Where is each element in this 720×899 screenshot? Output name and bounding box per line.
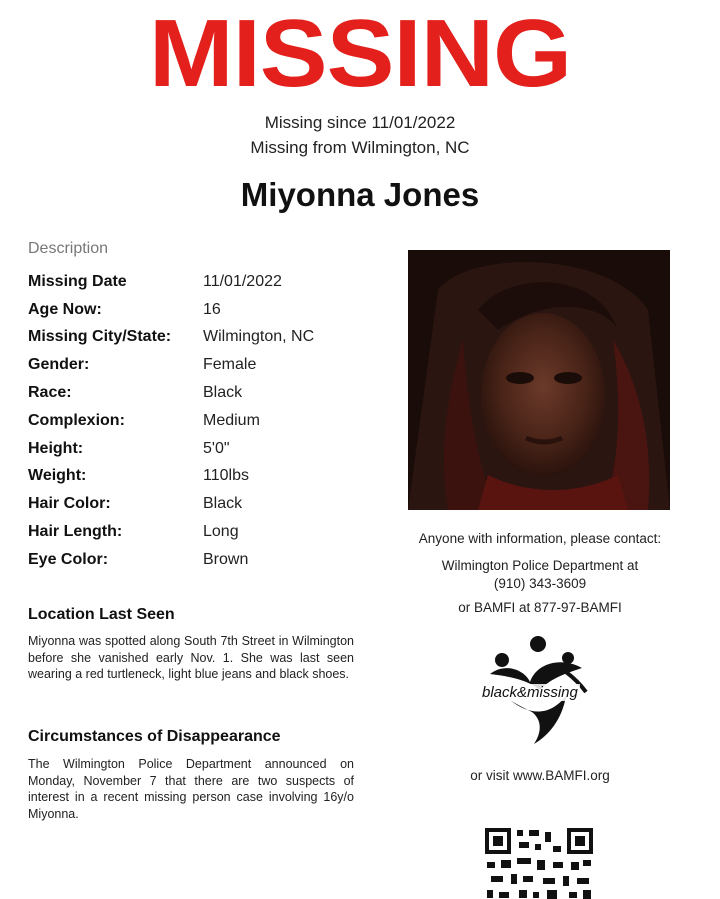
description-title: Description [28, 240, 109, 257]
qr-code-icon [483, 826, 595, 899]
detail-row [28, 463, 388, 491]
missing-since: Missing since 11/01/2022 [264, 113, 456, 132]
detail-value: Female [203, 356, 257, 374]
detail-label: Gender: [28, 356, 90, 374]
detail-label: Missing Date [28, 272, 127, 290]
detail-row [28, 268, 388, 296]
detail-value: Wilmington, NC [203, 328, 315, 346]
detail-row [28, 546, 388, 574]
detail-value: Brown [203, 550, 249, 568]
detail-value: Black [203, 384, 243, 402]
detail-value: 16 [203, 300, 221, 318]
photo-illustration [408, 250, 670, 510]
detail-row [28, 379, 388, 407]
detail-label: Weight: [28, 467, 87, 485]
missing-from: Missing from Wilmington, NC [250, 138, 470, 157]
detail-label: Hair Color: [28, 495, 111, 513]
detail-value: 110lbs [203, 467, 249, 485]
detail-row [28, 518, 388, 546]
detail-label: Missing City/State: [28, 328, 172, 346]
contact-police-name: Wilmington Police Department at [441, 558, 639, 573]
visit-website: or visit www.BAMFI.org [470, 768, 610, 783]
detail-label: Eye Color: [28, 550, 109, 568]
bamfi-logo-text: black&missing [482, 684, 578, 701]
qr-code [483, 826, 595, 899]
contact-bamfi: or BAMFI at 877-97-BAMFI [458, 600, 622, 615]
detail-row [28, 407, 388, 435]
detail-value: Long [203, 523, 239, 541]
detail-row [28, 351, 388, 379]
detail-value: 5'0" [203, 439, 230, 457]
detail-row [28, 490, 388, 518]
details-table [28, 268, 388, 574]
circumstances-heading: Circumstances of Disappearance [28, 728, 281, 745]
detail-row [28, 435, 388, 463]
detail-label: Age Now: [28, 300, 102, 318]
location-text: Miyonna was spotted along South 7th Street in Wilmington before she vanished early Nov. 1. She was last seen wearing a red turtleneck, light blue jeans and black shoes. [28, 634, 354, 681]
headline: MISSING [148, 0, 572, 107]
contact-police [400, 557, 680, 593]
bamfi-logo [470, 632, 610, 744]
detail-label: Race: [28, 384, 72, 402]
detail-label: Complexion: [28, 411, 125, 429]
person-photo [408, 250, 670, 510]
detail-row [28, 296, 388, 324]
circumstances-text: The Wilmington Police Department announced on Monday, November 7 that there are two suspects of interest in a recent missing person case involving 16y/o Miyonna. [28, 757, 354, 821]
detail-value: Medium [203, 411, 260, 429]
detail-label: Height: [28, 439, 84, 457]
detail-label: Hair Length: [28, 523, 123, 541]
detail-row [28, 324, 388, 352]
missing-info [0, 110, 720, 160]
contact-police-phone: (910) 343-3609 [493, 576, 587, 591]
person-name: Miyonna Jones [240, 176, 480, 213]
detail-value: Black [203, 495, 243, 513]
detail-value: 11/01/2022 [203, 272, 282, 290]
contact-intro: Anyone with information, please contact: [418, 531, 662, 546]
location-heading: Location Last Seen [28, 606, 175, 623]
